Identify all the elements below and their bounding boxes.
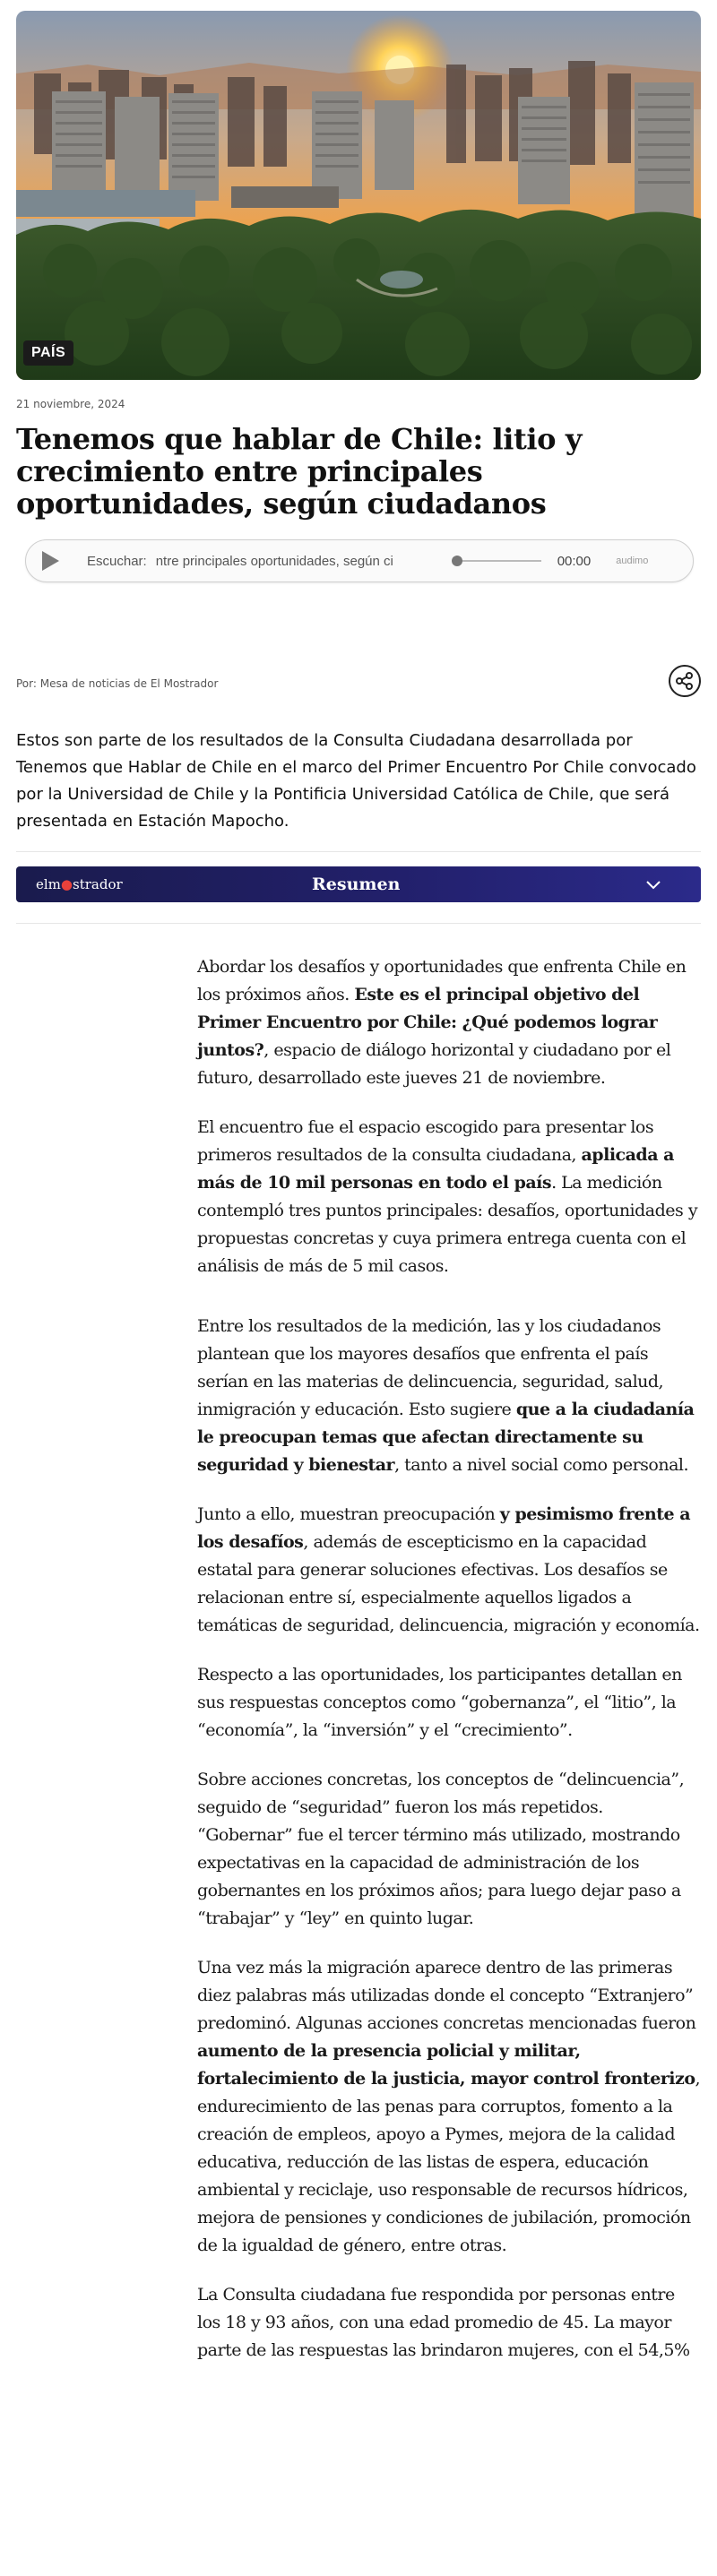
listen-label: Escuchar: [87, 553, 147, 569]
paragraph: Entre los resultados de la medición, las y los ciudadanos plantean que los mayores desafíos que enfrenta el país serían en las materias de delincuencia, seguridad, salud, inmigración y educación. Esto sugiere que a la ciudadanía le preocupan temas que afectan directamente su seguridad y bienestar, tanto a nivel social como personal. [197, 1316, 695, 1475]
seek-knob[interactable] [452, 556, 462, 566]
play-icon [36, 547, 63, 574]
paragraph: La Consulta ciudadana fue respondida por personas entre los 18 y 93 años, con una edad promedio de 45. La mayor parte de las respuestas las brindaron mujeres, con el 54,5% [197, 2285, 690, 2360]
play-button[interactable] [30, 541, 69, 581]
paragraph: Respecto a las oportunidades, los participantes detallan en sus respuestas conceptos como “gobernanza”, el “litio”, la “economía”, la “inversión” y el “crecimiento”. [197, 1665, 682, 1740]
article-lead: Estos son parte de los resultados de la Consulta Ciudadana desarrollada por Tenemos que Hablar de Chile en el marco del Primer Encuentro Por Chile convocado por la Universidad de Chile y la Pontificia Universidad Católica de Chile, que será presentada en Estación Mapocho. [16, 731, 696, 831]
elmostrador-logo: elm●strador [36, 876, 123, 892]
hero-image[interactable] [16, 11, 701, 380]
seek-track [455, 560, 541, 562]
share-icon [675, 671, 695, 691]
summary-toggle[interactable] [16, 866, 701, 902]
paragraph: Una vez más la migración aparece dentro de las primeras diez palabras más utilizadas donde el concepto “Extranjero” predominó. Algunas acciones concretas mencionadas fueron aumento de la presencia policial y militar, fortalecimiento de la justicia, mayor control fronterizo, endurecimiento de las penas para corruptos, fomento a la creación de empleos, apoyo a Pymes, mejora de la calidad educativa, reducción de las listas de espera, educación ambiental y reciclaje, uso responsable de recursos hídricos, mejora de pensiones y condiciones de jubilación, promoción de la igualdad de género, entre otras. [197, 1958, 701, 2255]
divider [16, 923, 701, 924]
summary-label: Resumen [312, 874, 401, 894]
article-title: Tenemos que hablar de Chile: litio y crecimiento entre principales oportunidades, según ciudadanos [16, 422, 583, 521]
paragraph: Junto a ello, muestran preocupación y pesimismo frente a los desafíos, además de escepticismo en la capacidad estatal para generar soluciones efectivas. Los desafíos se relacionan entre sí, especialmente aquellos ligados a temáticas de seguridad, delincuencia, migración y economía. [197, 1504, 700, 1635]
audio-time: 00:00 [557, 553, 592, 569]
article-body [197, 953, 701, 2386]
santiago-skyline-photo [16, 11, 701, 380]
audio-title-marquee: ntre principales oportunidades, según ci [155, 553, 393, 569]
byline: Por: Mesa de noticias de El Mostrador [16, 677, 219, 690]
paragraph: Abordar los desafíos y oportunidades que enfrenta Chile en los próximos años. Este es el principal objetivo del Primer Encuentro por Chile: ¿Qué podemos lograr juntos?, espacio de diálogo horizontal y ciudadano por el futuro, desarrollado este jueves 21 de noviembre. [197, 957, 687, 1088]
divider [16, 851, 701, 852]
audio-player [25, 539, 694, 582]
paragraph: El encuentro fue el espacio escogido para presentar los primeros resultados de la consulta ciudadana, aplicada a más de 10 mil personas en todo el país. La medición contempló tres puntos principales: desafíos, oportunidades y propuestas concretas y cuya primera entrega cuenta con el análisis de más de 5 mil casos. [197, 1117, 698, 1276]
audio-brand[interactable]: audimo [616, 556, 649, 566]
seek-slider[interactable] [455, 558, 541, 564]
chevron-down-icon [644, 874, 663, 894]
share-button[interactable] [669, 665, 701, 697]
paragraph: Sobre acciones concretas, los conceptos de “delincuencia”, seguido de “seguridad” fueron los más repetidos. “Gobernar” fue el tercer término más utilizado, mostrando expectativas en la capacidad de administración de los gobernantes en los próximos años; para luego dejar paso a “trabajar” y “ley” en quinto lugar. [197, 1770, 685, 1928]
section-tag[interactable]: PAÍS [23, 340, 73, 366]
publish-date: 21 noviembre, 2024 [16, 398, 125, 410]
